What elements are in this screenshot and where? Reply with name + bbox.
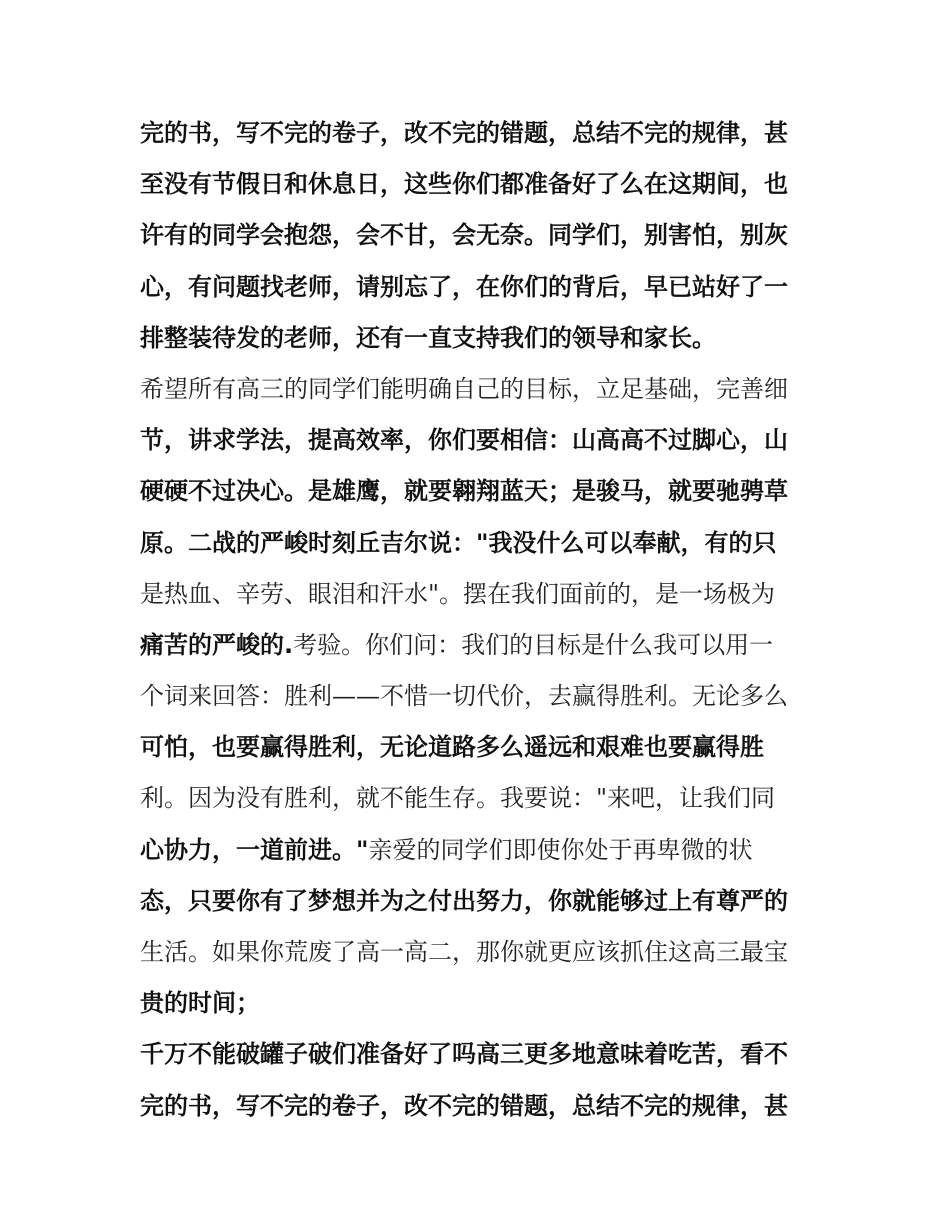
text-segment: 考验。你们问：我们的目标是什么我可以用一: [293, 630, 774, 659]
text-line: [140, 262, 816, 313]
text-segment: 千万不能破罐子破们准备好了吗高三更多地意味着吃苦，看不: [140, 1040, 788, 1069]
text-line: [140, 1029, 816, 1080]
text-line: [140, 313, 816, 364]
text-segment: 原。二战的严峻时刻丘吉尔说："我没什么可以奉献，有的只: [140, 528, 777, 557]
text-segment: 完的书，写不完的卷子，改不完的错题，总结不完的规律，甚: [140, 1091, 788, 1120]
text-segment: 态，只要你有了梦想并为之付出努力，你就能够过上有尊严的: [140, 886, 788, 915]
text-line: [140, 210, 816, 261]
text-segment: 可怕，也要赢得胜利，无论道路多么遥远和艰难也要赢得胜: [140, 733, 764, 762]
text-line: [140, 108, 816, 159]
text-segment: 希望所有高三的同学们能明确自己的目标，立足基础，完善细: [140, 374, 788, 403]
text-segment: 个词来回答：胜利——不惜一切代价，去赢得胜利。无论多么: [140, 682, 788, 711]
text-segment: 心，有问题找老师，请别忘了，在你们的背后，早已站好了一: [140, 272, 788, 301]
text-segment: 贵的时间；: [140, 989, 260, 1018]
text-line: [140, 620, 816, 671]
text-segment: 痛苦的严峻的.: [140, 630, 294, 659]
text-segment: 利。因为没有胜利，就不能生存。我要说："来吧，让我们同: [140, 784, 776, 813]
text-line: [140, 518, 816, 569]
text-segment: 至没有节假日和休息日，这些你们都准备好了么在这期间，也: [140, 170, 788, 199]
text-line: [140, 364, 816, 415]
text-line: [140, 671, 816, 722]
text-segment: 节，讲求学法，提高效率，你们要相信：山高高不过脚心，山: [140, 426, 788, 455]
text-line: [140, 159, 816, 210]
text-segment: 是热血、辛劳、眼泪和汗水"。摆在我们面前的，是一场极为: [140, 579, 776, 608]
text-segment: 生活。如果你荒废了高一高二，那你就更应该抓住这高三最宝: [140, 938, 788, 966]
body-text: [140, 108, 816, 1132]
text-line: [140, 569, 816, 620]
text-line: [140, 722, 816, 773]
text-line: [140, 825, 816, 876]
text-segment: 心协力，一道前进。": [140, 835, 369, 864]
text-segment: 硬硬不过决心。是雄鹰，就要翱翔蓝天；是骏马，就要驰骋草: [140, 477, 788, 506]
text-line: [140, 876, 816, 927]
text-segment: 排整装待发的老师，还有一直支持我们的领导和家长。: [140, 323, 716, 352]
text-segment: 亲爱的同学们即使你处于再卑微的状: [368, 835, 753, 864]
text-line: [140, 466, 816, 517]
text-line: [140, 978, 816, 1029]
text-segment: 许有的同学会抱怨，会不甘，会无奈。同学们，别害怕，别灰: [140, 221, 788, 250]
text-line: [140, 927, 816, 978]
text-line: [140, 773, 816, 824]
text-line: [140, 1081, 816, 1132]
text-line: [140, 415, 816, 466]
text-segment: 完的书，写不完的卷子，改不完的错题，总结不完的规律，甚: [140, 119, 788, 147]
